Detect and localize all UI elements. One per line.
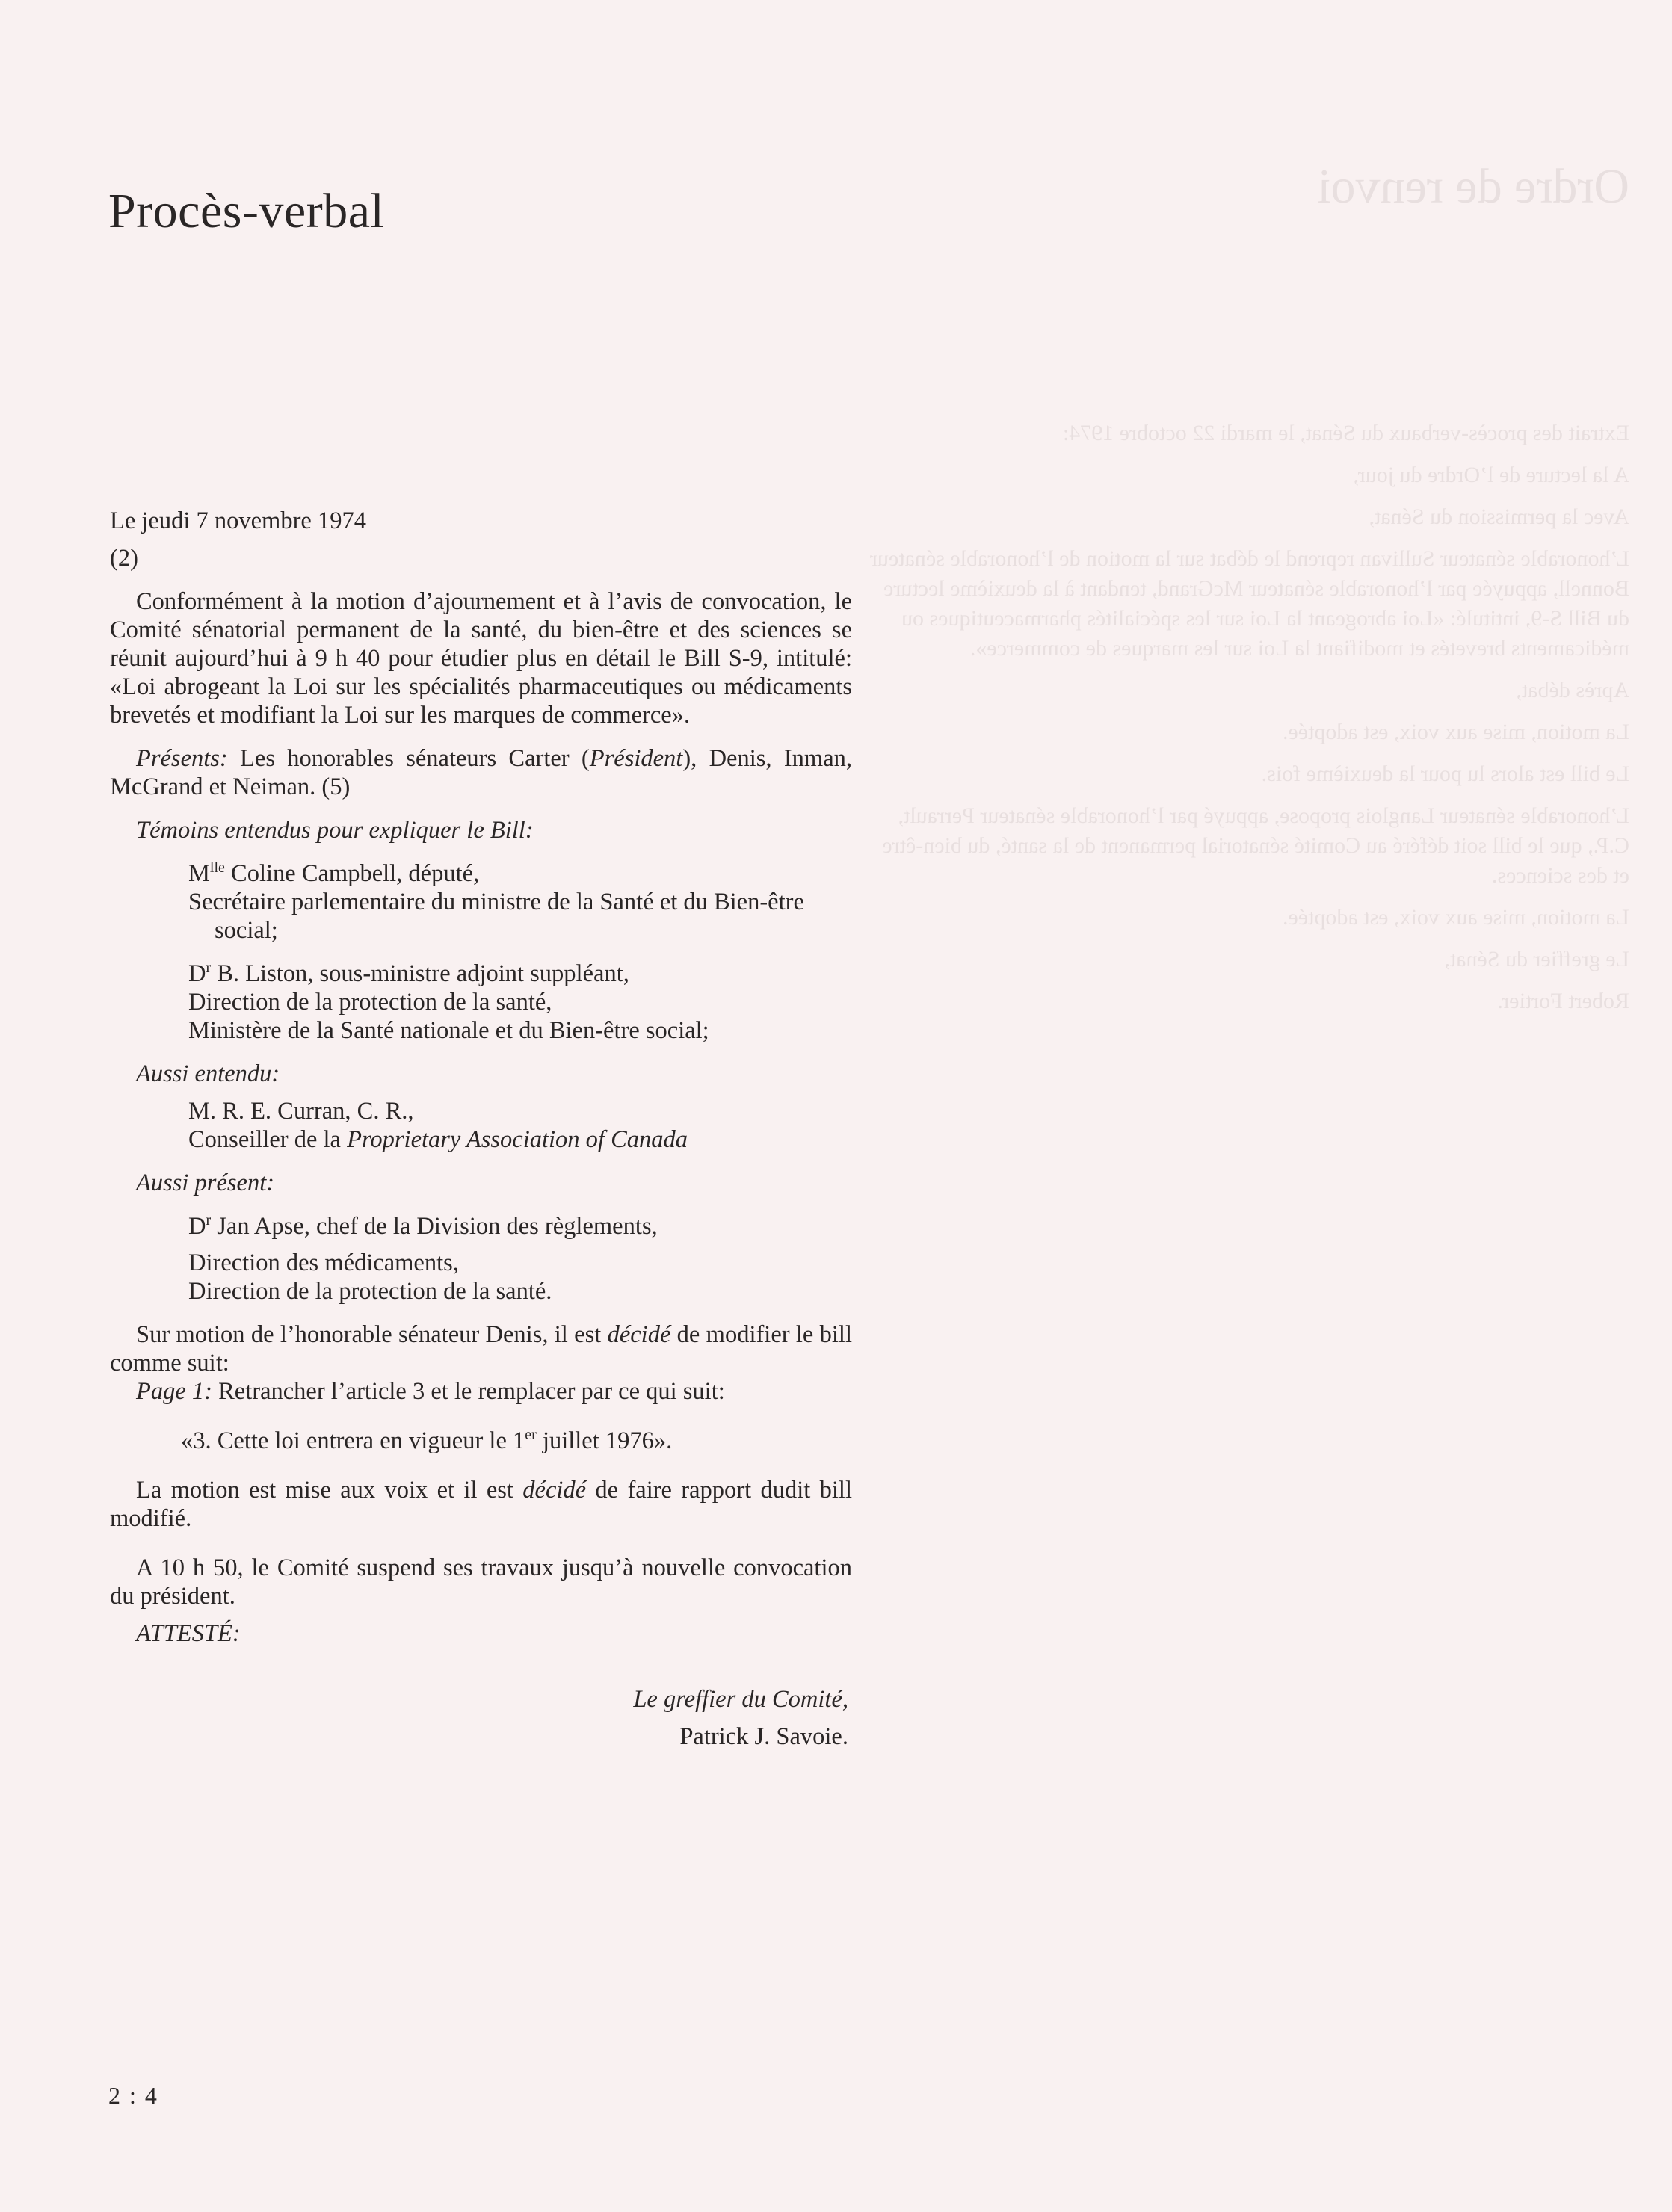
witness-2-line: Direction de la protection de la santé, [188, 988, 552, 1016]
bleed-through-text [867, 159, 1629, 1028]
ghost-line: Extrait des procès-verbaux du Sénat, le mardi 22 octobre 1974: [1062, 421, 1629, 445]
amendment-paragraph [84, 1377, 852, 1406]
page-title: Procès-verbal [108, 184, 385, 238]
role-prefix: Conseiller de la [188, 1125, 348, 1153]
also-present-name [110, 1206, 852, 1241]
article-text-end: juillet 1976». [536, 1427, 673, 1455]
decided-word: décidé [607, 1321, 671, 1349]
honorific: D [188, 1212, 206, 1240]
vote-paragraph [110, 1476, 852, 1533]
vote-text: La motion est mise aux voix et il est [136, 1477, 523, 1504]
ghost-line: La motion, mise aux voix, est adoptée. [1282, 905, 1629, 930]
vote-text-end: de faire rapport dudit bill modifié. [110, 1477, 852, 1533]
witness-2-name [110, 954, 852, 988]
decided-word: décidé [522, 1477, 587, 1504]
ghost-line: A la lecture de l’Ordre du jour, [1353, 463, 1629, 487]
also-present-text: Jan Apse, chef de la Division des règlements, [211, 1212, 658, 1240]
amended-article [110, 1421, 852, 1455]
also-present-line: Direction des médicaments, [188, 1249, 459, 1277]
clerk-name: Patrick J. Savoie. [679, 1723, 848, 1751]
attest-label: ATTESTÉ: [136, 1620, 241, 1648]
ordinal-sup: er [525, 1427, 537, 1444]
ghost-line: Le greffier du Sénat, [1444, 947, 1629, 971]
ghost-title: Ordre de renvoi [1317, 159, 1629, 214]
ghost-line: Le bill est alors lu pour la deuxième fois. [1261, 761, 1629, 786]
also-heard-name: M. R. E. Curran, C. R., [188, 1097, 414, 1125]
also-heard-role [110, 1125, 852, 1154]
also-heard-heading: Aussi entendu: [136, 1060, 280, 1087]
witness-1-name [110, 853, 852, 888]
meeting-date: Le jeudi 7 novembre 1974 [110, 507, 366, 534]
honorific-sup: lle [209, 859, 225, 876]
presents-paragraph [110, 744, 852, 801]
ghost-line: L’honorable sénateur Langlois propose, appuyé par l’honorable sénateur Perrault, C.P., que le bill soit déféré au Comité sénatorial permanent de la santé, du bien-être et des sciences. [882, 803, 1629, 888]
presents-label: Présents: [136, 745, 228, 772]
president-label: Président [589, 745, 683, 772]
honorific: M [188, 859, 210, 887]
motion-paragraph [110, 1320, 852, 1377]
witnesses-heading: Témoins entendus pour expliquer le Bill: [136, 817, 534, 844]
intro-paragraph: Conformément à la motion d’ajournement et à l’avis de convocation, le Comité sénatorial permanent de la santé, du bien-être et des sciences se réunit aujourd’hui à 9 h 40 pour étudier plus en détail le Bill S-9, intitulé: «Loi abrogeant la Loi sur les spécialités pharmaceutiques ou médicaments brevetés et modifiant la Loi sur les marques de commerce». [110, 588, 852, 729]
ghost-line: Après débat, [1516, 678, 1629, 702]
organization-name: Proprietary Association of Canada [347, 1125, 688, 1153]
witness-2-line: Ministère de la Santé nationale et du Bien-être social; [188, 1016, 709, 1044]
witness-1-text: Coline Campbell, député, [224, 859, 480, 887]
issue-number: (2) [110, 545, 138, 572]
adjournment-paragraph: A 10 h 50, le Comité suspend ses travaux jusqu’à nouvelle convocation du président. [110, 1554, 852, 1610]
page-number: 2 : 4 [108, 2082, 158, 2109]
presents-text: Les honorables sénateurs Carter ( [227, 745, 590, 772]
presents-text-end: ), Denis, Inman, McGrand et Neiman. (5) [110, 745, 852, 800]
ghost-line: Robert Fortier. [1497, 989, 1629, 1013]
minutes-body [110, 507, 852, 1751]
honorific-sup: r [206, 1211, 212, 1229]
page-label: Page 1: [136, 1378, 212, 1406]
also-present-heading: Aussi présent: [136, 1169, 275, 1196]
honorific: D [188, 960, 206, 987]
also-present-line: Direction de la protection de la santé. [188, 1278, 552, 1306]
motion-text: Sur motion de l’honorable sénateur Denis, il est [136, 1321, 608, 1349]
ghost-line: L’honorable sénateur Sullivan reprend le débat sur la motion de l’honorable sénateur Bonnell, appuyée par l’honorable sénateur McGrand, tendant à la deuxième lecture du Bill S-9, intitulé: «Loi abrogeant la Loi sur les spécialités pharmaceutiques ou médicaments brevetés et modifiant la Loi sur les marques de commerce». [869, 546, 1629, 661]
article-text: «3. Cette loi entrera en vigueur le 1 [181, 1427, 525, 1455]
witness-2-text: B. Liston, sous-ministre adjoint suppléant, [211, 960, 629, 987]
motion-text-end: de modifier le bill comme suit: [110, 1321, 852, 1377]
honorific-sup: r [206, 959, 212, 976]
ghost-line: Avec la permission du Sénat, [1369, 504, 1629, 529]
witness-1-role: Secrétaire parlementaire du ministre de la Santé et du Bien-être social; [188, 888, 804, 944]
amendment-text: Retrancher l’article 3 et le remplacer par ce qui suit: [212, 1378, 725, 1406]
ghost-line: La motion, mise aux voix, est adoptée. [1282, 720, 1629, 744]
clerk-title: Le greffier du Comité, [633, 1686, 848, 1714]
